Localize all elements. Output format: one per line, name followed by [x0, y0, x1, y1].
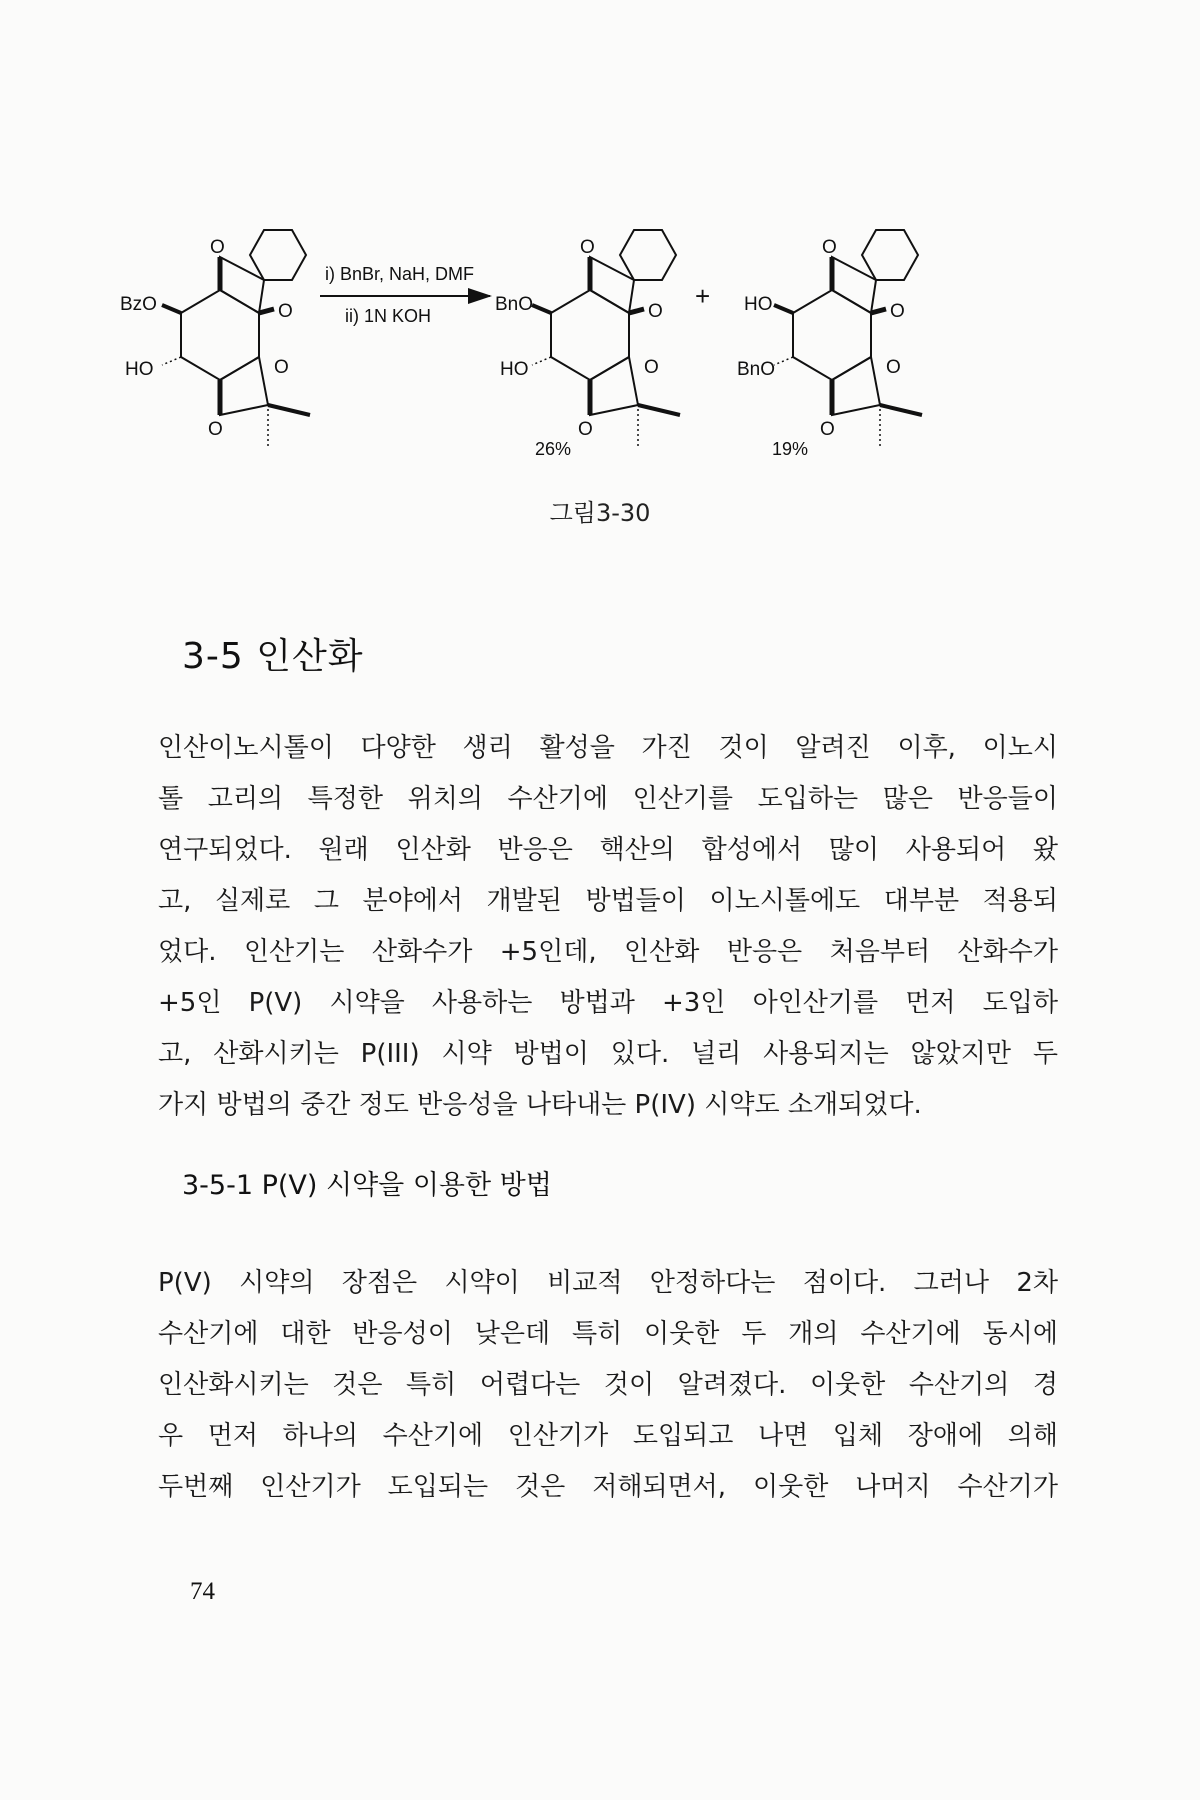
ho-label: HO	[125, 359, 154, 380]
oxygen-label: O	[644, 357, 659, 378]
text-line: P(V) 시약의 장점은 시약이 비교적 안정하다는 점이다. 그러나 2차	[158, 1268, 1058, 1298]
oxygen-label: O	[274, 357, 289, 378]
oxygen-label: O	[886, 357, 901, 378]
ho-label: HO	[500, 359, 529, 380]
reactant-structure	[120, 230, 310, 447]
ho-label: HO	[744, 294, 773, 315]
text-line: 고, 산화시키는 P(III) 시약 방법이 있다. 널리 사용되지는 않았지만 두	[158, 1039, 1058, 1069]
paragraph-1	[158, 723, 1058, 1131]
text-line: 인산이노시톨이 다양한 생리 활성을 가진 것이 알려진 이후, 이노시	[158, 733, 1058, 763]
condition-step2: ii) 1N KOH	[345, 306, 432, 326]
reaction-scheme	[110, 150, 1090, 520]
text-line: 고, 실제로 그 분야에서 개발된 방법들이 이노시톨에도 대부분 적용되	[158, 886, 1058, 916]
bno-label: BnO	[737, 359, 776, 380]
bzo-label: BzO	[120, 294, 157, 315]
text-line: +5인 P(V) 시약을 사용하는 방법과 +3인 아인산기를 먼저 도입하	[158, 988, 1058, 1018]
condition-step1: i) BnBr, NaH, DMF	[325, 264, 475, 284]
text-line: 톨 고리의 특정한 위치의 수산기에 인산기를 도입하는 많은 반응들이	[158, 784, 1058, 814]
oxygen-label: O	[578, 419, 593, 440]
oxygen-label: O	[648, 301, 663, 322]
plus-sign: +	[695, 281, 711, 311]
figure-caption: 그림3-30	[549, 499, 651, 527]
product1-yield: 26%	[535, 439, 572, 459]
text-line: 연구되었다. 원래 인산화 반응은 핵산의 합성에서 많이 사용되어 왔	[158, 835, 1058, 865]
text-line: 수산기에 대한 반응성이 낮은데 특히 이웃한 두 개의 수산기에 동시에	[158, 1319, 1058, 1349]
oxygen-label: O	[890, 301, 905, 322]
oxygen-label: O	[208, 419, 223, 440]
text-line: 가지 방법의 중간 정도 반응성을 나타내는 P(IV) 시약도 소개되었다.	[158, 1090, 922, 1120]
text-line: 우 먼저 하나의 수산기에 인산기가 도입되고 나면 입체 장애에 의해	[158, 1421, 1058, 1451]
bno-label: BnO	[495, 294, 534, 315]
section-heading: 3-5 인산화	[182, 636, 364, 677]
text-line: 두번째 인산기가 도입되는 것은 저해되면서, 이웃한 나머지 수산기가	[158, 1472, 1058, 1502]
subsection-heading: 3-5-1 P(V) 시약을 이용한 방법	[182, 1170, 552, 1201]
paragraph-2	[158, 1258, 1058, 1513]
oxygen-label: O	[278, 301, 293, 322]
oxygen-label: O	[580, 237, 595, 258]
text-line: 인산화시키는 것은 특히 어렵다는 것이 알려졌다. 이웃한 수산기의 경	[158, 1370, 1058, 1400]
oxygen-label: O	[210, 237, 225, 258]
product2-yield: 19%	[772, 439, 809, 459]
oxygen-label: O	[822, 237, 837, 258]
product2-structure	[737, 230, 922, 459]
oxygen-label: O	[820, 419, 835, 440]
text-line: 었다. 인산기는 산화수가 +5인데, 인산화 반응은 처음부터 산화수가	[158, 937, 1058, 967]
product1-structure	[495, 230, 680, 459]
page-number: 74	[190, 1578, 215, 1605]
